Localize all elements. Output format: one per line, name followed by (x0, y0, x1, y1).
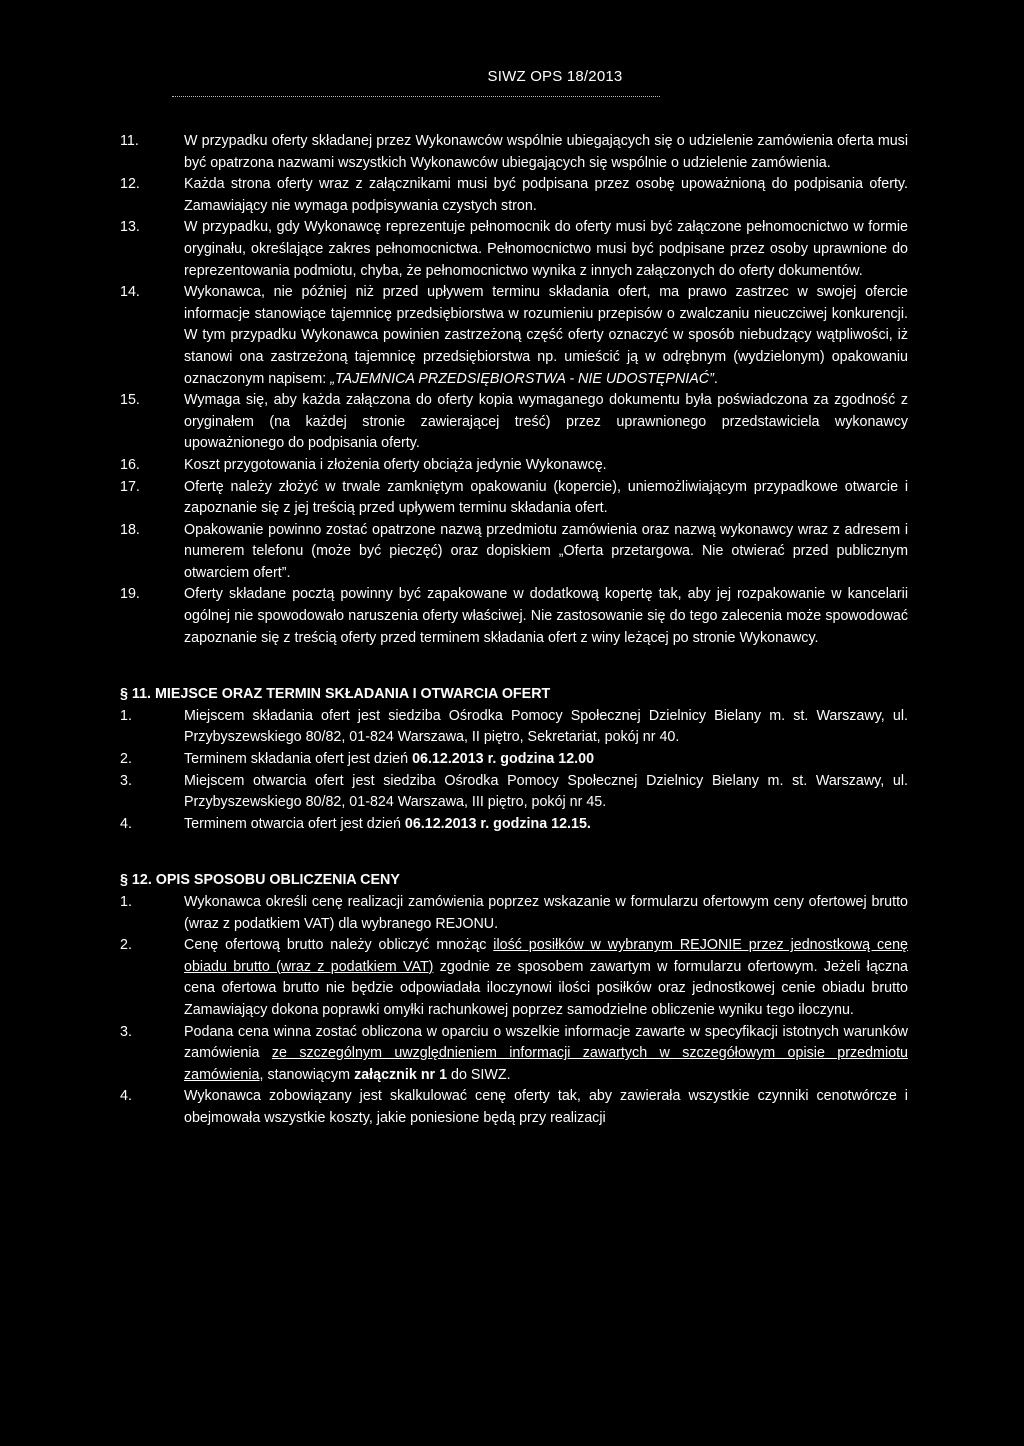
item-text-part: do SIWZ. (447, 1066, 511, 1083)
item-text-part: Terminem otwarcia ofert jest dzień (184, 815, 405, 832)
list-item (120, 174, 908, 217)
list-item (120, 749, 908, 771)
item-text-part: , stanowiącym (259, 1066, 355, 1083)
item-number: 17. (120, 478, 140, 495)
item-text: Oferty składane pocztą powinny być zapakowane w dodatkową kopertę tak, aby jej rozpakowanie w kancelarii ogólnej nie spowodowało naruszenia oferty właściwej. Nie zastosowanie się do tego zalecenia może spowodować zapoznanie się z treścią oferty przed terminem składania ofert z winy leżącej po stronie Wykonawcy. (184, 586, 908, 646)
item-number: 11. (120, 133, 139, 149)
item-text-part: Terminem składania ofert jest dzień (184, 751, 413, 768)
item-text-part: . (713, 370, 718, 387)
list-item (120, 477, 908, 520)
item-text (184, 282, 908, 390)
item-text-underlined: ilość posiłków w wybranym REJONIE przez jednostkową cenę obiadu brutto (wraz z podatkiem VAT) (184, 937, 908, 975)
list-item (120, 935, 908, 1021)
item-number: 3. (120, 1023, 132, 1040)
item-text-part: Wykonawca, nie później niż przed upływem terminu składania ofert, ma prawo zastrzec w swojej ofercie informacje stanowiące tajemnicę przedsiębiorstwa w rozumieniu przepisów o zwalczaniu nieuczciwej konkurencji. W tym przypadku Wykonawca powinien zastrzeżoną część oferty oznaczyć w sposób niebudzący wątpliwości, iż stanowi ona zastrzeżoną tajemnicę przedsiębiorstwa np. umieścić ją w odrębnym (wydzielonym) opakowaniu oznaczonym napisem: (184, 284, 908, 387)
item-text: Każda strona oferty wraz z załącznikami musi być podpisana przez osobę upoważnioną do podpisania oferty. Zamawiający nie wymaga podpisywania czystych stron. (184, 176, 908, 214)
item-number: 14. (120, 284, 140, 301)
section-11-title: § 11. MIEJSCE ORAZ TERMIN SKŁADANIA I OTWARCIA OFERT (120, 686, 551, 703)
item-text: Wykonawca zobowiązany jest skalkulować cenę oferty tak, aby zawierała wszystkie czynniki cenotwórcze i obejmowała wszystkie koszty, jakie poniesione będą przy realizacji (184, 1088, 908, 1126)
item-number: 16. (120, 456, 140, 473)
item-number: 18. (120, 521, 140, 538)
item-number: 1. (120, 707, 132, 724)
item-number: 1. (120, 894, 132, 910)
item-number: 2. (120, 751, 132, 768)
item-number: 19. (120, 586, 140, 603)
list-item (120, 455, 908, 477)
item-text (184, 935, 908, 1021)
list-item (120, 520, 908, 585)
list-item (120, 1086, 908, 1129)
list-item (120, 892, 908, 935)
item-text-italic: „TAJEMNICA PRZEDSIĘBIORSTWA - NIE UDOSTĘPNIAĆ” (330, 370, 714, 387)
list-item (120, 584, 908, 649)
item-text-bold: załącznik nr 1 (354, 1066, 448, 1083)
section-12-title: § 12. OPIS SPOSOBU OBLICZENIA CENY (120, 872, 400, 889)
item-text: Miejscem otwarcia ofert jest siedziba Ośrodka Pomocy Społecznej Dzielnicy Bielany m. st. Warszawy, ul. Przybyszewskiego 80/82, 01-824 Warszawa, III piętro, pokój nr 45. (184, 772, 908, 811)
item-text: Ofertę należy złożyć w trwale zamkniętym opakowaniu (kopercie), uniemożliwiającym przypadkowe otwarcie i zapoznanie się z jej treścią przed upływem terminu składania ofert. (184, 478, 908, 517)
list-item (120, 282, 908, 390)
list-item (120, 217, 908, 282)
item-text (184, 814, 908, 836)
list-item (120, 706, 908, 749)
item-text-bold: 06.12.2013 r. godzina 12.00 (412, 751, 595, 768)
item-text-part: Podana cena winna zostać obliczona w oparciu o wszelkie informacje zawarte w specyfikacji istotnych warunków zamówienia (184, 1023, 908, 1062)
list-item (120, 390, 908, 455)
document-body (120, 131, 908, 1130)
item-number: 3. (120, 772, 132, 789)
item-text-part: zgodnie ze sposobem zawartym w formularzu ofertowym. Jeżeli łączna cena ofertowa brutto nie będzie odpowiadała iloczynowi ilości posiłków oraz jednostkowej cenie obiadu brutto Zamawiający dokona poprawki omyłki rachunkowej poprzez samodzielne obliczenie wyniku tego iloczynu. (184, 958, 908, 1018)
item-number: 4. (120, 1088, 132, 1105)
item-text: W przypadku oferty składanej przez Wykonawców wspólnie ubiegających się o udzielenie zamówienia oferta musi być opatrzona nazwami wszystkich Wykonawców ubiegających się wspólnie o udzielenie zamówienia. (184, 133, 908, 171)
item-number: 13. (120, 219, 140, 236)
item-text-part: Cenę ofertową brutto należy obliczyć mnożąc (184, 937, 494, 954)
item-text: Wymaga się, aby każda załączona do oferty kopia wymaganego dokumentu była poświadczona za zgodność z oryginałem (na każdej stronie zawierającej treść) przez uprawnionego przedstawiciela wykonawcy upoważnionego do podpisania oferty. (184, 392, 908, 452)
list-item (120, 1022, 908, 1087)
item-number: 12. (120, 176, 140, 193)
list-item (120, 771, 908, 814)
item-text-underlined: ze szczególnym uwzględnieniem informacji zawartych w szczegółowym opisie przedmiotu zamówienia (184, 1045, 908, 1083)
item-text: Miejscem składania ofert jest siedziba Ośrodka Pomocy Społecznej Dzielnicy Bielany m. st. Warszawy, ul. Przybyszewskiego 80/82, 01-824 Warszawa, II piętro, Sekretariat, pokój nr 40. (184, 707, 908, 746)
item-text-bold: 06.12.2013 r. godzina 12.15. (404, 815, 591, 832)
item-text (184, 749, 908, 771)
item-text: Koszt przygotowania i złożenia oferty obciąża jedynie Wykonawcę. (184, 456, 607, 473)
page-header: SIWZ OPS 18/2013 (487, 68, 623, 85)
item-number: 2. (120, 937, 132, 954)
item-text (184, 1022, 908, 1087)
item-number: 4. (120, 815, 132, 832)
item-text: Opakowanie powinno zostać opatrzone nazwą przedmiotu zamówienia oraz nazwą wykonawcy wraz z adresem i numerem telefonu (może być pieczęć) oraz dopiskiem „Oferta przetargowa. Nie otwierać przed publicznym otwarciem ofert”. (184, 521, 908, 581)
header-rule (172, 96, 660, 98)
item-text: Wykonawca określi cenę realizacji zamówienia poprzez wskazanie w formularzu ofertowym ceny ofertowej brutto (wraz z podatkiem VAT) dla wybranego REJONU. (184, 894, 908, 932)
list-item (120, 814, 908, 836)
item-text: W przypadku, gdy Wykonawcę reprezentuje pełnomocnik do oferty musi być załączone pełnomocnictwo w formie oryginału, określające zakres pełnomocnictwa. Pełnomocnictwo musi być podpisane przez osoby uprawnione do reprezentowania podmiotu, chyba, że pełnomocnictwo wynika z innych załączonych do oferty dokumentów. (184, 219, 908, 279)
item-number: 15. (120, 392, 140, 409)
list-item (120, 131, 908, 174)
